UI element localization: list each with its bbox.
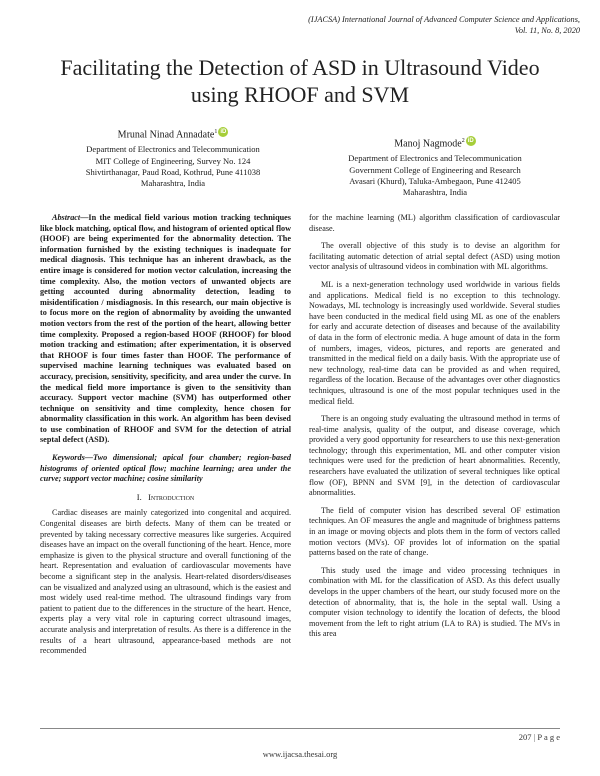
abstract	[40, 213, 291, 446]
body-paragraph: The overall objective of this study is to devise an algorithm for facilitating automatic detection of atrial septal defect (ASD) using motion vector analysis of ultrasound videos in combination with ML algorithms.	[309, 241, 560, 272]
paper-title: Facilitating the Detection of ASD in Ultrasound Video using RHOOF and SVM	[60, 55, 540, 107]
author-affil-line: Maharashtra, India	[140, 178, 206, 189]
author-affil-line: Department of Electronics and Telecommunication	[86, 144, 260, 155]
page-separator: |	[531, 732, 538, 742]
orcid-icon[interactable]: iD	[220, 129, 227, 135]
orcid-icon[interactable]: iD	[467, 138, 474, 144]
body-paragraph: There is an ongoing study evaluating the ultrasound method in terms of real-time analysis, quality of the output, and disease coverage, which provided a very good opportunity for researchers to use this next-generation technology; through this experimentation, ML and other computer vision techniques were used for the prediction of heart abnormalities. Recently, researchers have evaluated the utilization of several techniques like optical flow (OF), BPNN and SVM [9], in the detection of cardiovascular abnormalities.	[309, 414, 560, 498]
body-paragraph: This study used the image and video processing techniques in combination with ML for the classification of ASD. As this defect usually develops in the upper chambers of the heart, our study focused more on the detection of abnormality, that is, the hole in the septal wall. Using a computer vision technology to identify the location of defects, the blood movement from the left to right atrium (LA to RA) is studied. The MVs in this area	[309, 565, 560, 639]
left-column	[40, 213, 291, 664]
section-number: I.	[136, 491, 142, 502]
running-header	[180, 14, 580, 36]
author-affil-line: Government College of Engineering and Research	[349, 164, 521, 175]
author-name-2: Manoj Nagmode$^2$ iD	[394, 138, 474, 150]
abstract-text: —In the medical field various motion tracking techniques like block matching, optical flow, and histogram of oriented optical flow (HOOF) are being experimented for the abnormality detection. The information furnished by the existing techniques is inadequate for medical diagnosis. This technique has an inherent drawback, as the entire image is considered for motion vector calculation, increasing the time complexity. Also, the motion vectors of unwanted objects are getting accounted during abnormality detection, leading to misidentification / misdiagnosis. In this research, our main objective is to focus more on the region of abnormality by avoiding the unwanted motion vectors from the rest of the portion of the heart, allowing better time complexity. Proposed a region-based HOOF (RHOOF) for blood motion tracking and estimation; after experimentation, it is observed that RHOOF is four times faster than HOOF. The performance of supervised machine learning techniques was evaluated based on accuracy, precision, sensitivity, specificity, and area under the curve. In the medical field more importance is given to the sensitivity than accuracy. Support vector machine (SVM) has outperformed other technique on sensitivity and time complexity, hence chosen for abnormality classification in this work. An algorithm has been devised to use combination of RHOOF and SVM for the detection of atrial septal defect (ASD).	[40, 213, 291, 445]
journal-name: (IJACSA) International Journal of Advanced Computer Science and Applications,	[308, 15, 580, 24]
journal-volume: Vol. 11, No. 8, 2020	[514, 26, 580, 35]
body-paragraph: Cardiac diseases are mainly categorized into congenital and acquired. Congenital diseases are birth defects. Many of them can be treated or prevented by taking necessary corrective measures like surgeries. Acquired diseases have an impact on the overall functioning of the heart. Hence, more emphasize is given to the physical structure and overall functioning of the heart. Representation and evaluation of cardiovascular movements have become a significant step in the analysis. Heart-related disorders/diseases can be visualized and analyzed using an ultrasound, which is the easiest and most widely used real-time method. The ultrasound findings vary from patient to patient due to the differences in the structure of the heart. Hence, experts play a very vital role in capturing correct ultrasound images, accurate analysis and interpretation of results. As there is a difference in the results of a heart ultrasound, appearance-based methods are not recommended	[40, 508, 291, 656]
author-affil-line: Maharashtra, India	[402, 187, 468, 198]
author-name-1: Mrunal Ninad Annadate$^1$ iD	[117, 129, 227, 141]
author-sup-2: 2	[461, 138, 465, 144]
footer-divider	[40, 728, 560, 729]
author-block-1	[58, 125, 288, 190]
page-word: P a g e	[537, 732, 560, 742]
section-heading	[40, 492, 291, 503]
page-number	[519, 732, 560, 742]
body-paragraph-continued: for the machine learning (ML) algorithm classification of cardiovascular disease.	[309, 213, 560, 233]
journal-url[interactable]: www.ijacsa.thesai.org	[262, 749, 338, 759]
abstract-label: Abstract	[52, 213, 81, 222]
author-affil-line: MIT College of Engineering, Survey No. 124	[95, 155, 251, 166]
author-affil-line: Avasari (Khurd), Taluka-Ambegaon, Pune 412405	[349, 175, 521, 186]
keywords	[40, 453, 291, 485]
body-paragraph: The field of computer vision has described several OF estimation techniques. An OF measures the angle and magnitude of brightness patterns in an image or moving objects and plots them in the form of vectors called motion vectors (MVs). OF provides lot of information on the spatial patterns based on the rate of change.	[309, 505, 560, 558]
author-affil-line: Shivtirthanagar, Paud Road, Kothrud, Pune 411038	[85, 166, 261, 177]
author-affil-line: Department of Electronics and Telecommunication	[348, 153, 522, 164]
author-block-2	[315, 134, 555, 199]
body-paragraph: ML is a next-generation technology used worldwide in various fields and applications. Medical field is no exception to this technology. Nowadays, ML technology is increasingly used worldwide. Several studies have been conducted in the medical field using ML as one of the enablers for early and accurate detection of diseases and because of the availability of data in the form of electronic media. A huge amount of data in the form of numbers, images, videos, pictures, and reports are generated and transmitted in the medical field on a daily basis. With the appropriate use of new technology, real-time data can be provided as and when required, regardless of the location. Because of the advantages over other diagnostics techniques, ultrasound is one of the most popular techniques used in the medical field.	[309, 279, 560, 406]
section-title: Introduction	[148, 491, 195, 502]
keywords-text: —Two dimensional; apical four chamber; region-based histograms of oriented optical flow; machine learning; area under the curve; support vector machine; cosine similarity	[40, 453, 291, 484]
right-column	[309, 213, 560, 647]
page-number-value: 207	[518, 732, 532, 742]
author-sup-1: 1	[214, 129, 218, 135]
keywords-label: Keywords	[52, 453, 85, 463]
